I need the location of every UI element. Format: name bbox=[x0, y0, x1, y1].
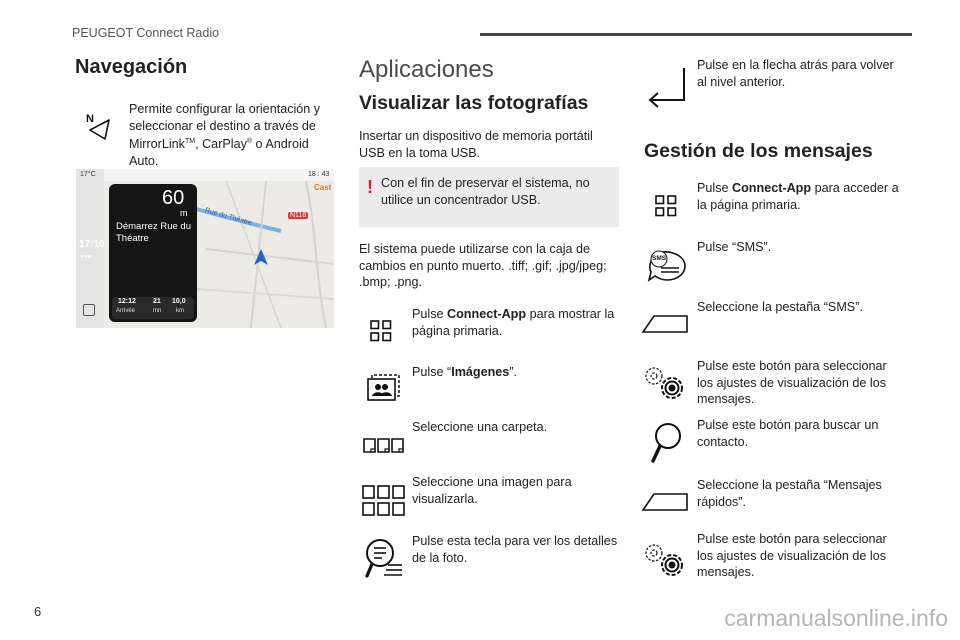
photos-step-images bbox=[412, 364, 622, 381]
step1-text-a: Pulse bbox=[412, 307, 448, 321]
page-number: 6 bbox=[34, 604, 42, 619]
messages-step-sms: Pulse “SMS”. bbox=[697, 240, 772, 254]
watermark: carmanualsonline.info bbox=[724, 605, 948, 631]
duration-value: 21 bbox=[153, 298, 161, 305]
messages-heading: Gestión de los mensajes bbox=[644, 140, 873, 162]
m1-text-bold: Connect-App bbox=[732, 181, 812, 195]
applications-heading: Aplicaciones bbox=[359, 56, 494, 83]
tab-icon bbox=[642, 314, 688, 334]
guidance-instruction: Démarrez Rue du Théatre bbox=[116, 221, 191, 244]
status-temperature: 17°C bbox=[80, 171, 96, 178]
nav-text-c: o Android Auto. bbox=[129, 137, 309, 168]
photos-step-image: Seleccione una imagen para visualizarla. bbox=[412, 475, 572, 506]
warning-icon: ! bbox=[367, 177, 373, 197]
photos-intro: Insertar un dispositivo de memoria portátil USB en la toma USB. bbox=[359, 129, 593, 160]
step1-text-bold: Connect-App bbox=[447, 307, 527, 321]
svg-text:N: N bbox=[86, 113, 94, 125]
tab-icon bbox=[642, 492, 688, 512]
arrival-label: Arrivée bbox=[116, 308, 136, 314]
image-thumbnails-icon bbox=[362, 485, 406, 517]
usb-hub-notice bbox=[359, 167, 619, 227]
messages-step-quick-messages: Seleccione la pestaña “Mensajes rápidos”. bbox=[697, 478, 882, 509]
back-arrow-icon bbox=[644, 66, 686, 102]
photos-formats: El sistema puede utilizarse con la caja de cambios en punto muerto. .tiff; .gif; .jpg/jpeg; .bmp; .png. bbox=[359, 242, 607, 289]
remaining-unit: km bbox=[176, 308, 184, 314]
status-time: 18 : 43 bbox=[308, 171, 330, 178]
notice-text: Con el fin de preservar el sistema, no utilice un concentrador USB. bbox=[381, 176, 590, 207]
messages-step-display-settings: Pulse este botón para seleccionar los ajustes de visualización de los mensajes. bbox=[697, 359, 887, 406]
navigation-screenshot bbox=[76, 169, 334, 328]
photo-details-search-icon bbox=[364, 538, 404, 580]
settings-gears-icon bbox=[644, 543, 688, 579]
navigation-heading: Navegación bbox=[75, 56, 188, 78]
connect-app-grid-icon bbox=[370, 320, 392, 342]
remaining-value: 10,0 bbox=[172, 298, 186, 305]
images-gallery-icon bbox=[366, 374, 400, 402]
settings-gears-icon bbox=[644, 366, 688, 402]
back-instruction: Pulse en la flecha atrás para volver al nivel anterior. bbox=[697, 58, 894, 89]
messages-step-display-settings-2: Pulse este botón para seleccionar los ajustes de visualización de los mensajes. bbox=[697, 532, 887, 579]
photos-step-connect-app bbox=[412, 306, 622, 339]
m1-text-c: para acceder a la página primaria. bbox=[697, 181, 899, 212]
header-rule bbox=[480, 33, 912, 36]
place-label: Cast bbox=[314, 183, 332, 192]
sms-badge-label: SMS bbox=[652, 255, 667, 262]
sidebar-clock: 17:10 bbox=[79, 239, 105, 250]
guidance-distance-unit: m bbox=[180, 208, 188, 218]
nav-text-a: Permite configurar la orientación y seleccionar el destino a través de MirrorLink bbox=[129, 102, 321, 152]
running-header: PEUGEOT Connect Radio bbox=[72, 26, 220, 40]
step1-text-c: para mostrar la página primaria. bbox=[412, 307, 615, 338]
nav-text-b: , CarPlay bbox=[195, 137, 247, 152]
road-badge: N118 bbox=[290, 212, 307, 219]
photos-heading: Visualizar las fotografías bbox=[359, 92, 589, 114]
photos-step-folder: Seleccione una carpeta. bbox=[412, 420, 548, 434]
search-magnifier-icon bbox=[650, 422, 682, 464]
registered-mark: ® bbox=[246, 138, 253, 145]
home-button[interactable] bbox=[83, 304, 95, 316]
photos-step-details: Pulse esta tecla para ver los detalles de la foto. bbox=[412, 534, 618, 565]
step2-text-a: Pulse “ bbox=[412, 365, 452, 379]
compass-north-icon bbox=[84, 112, 114, 142]
messages-step-connect-app bbox=[697, 180, 907, 213]
guidance-distance: 60 bbox=[162, 187, 185, 209]
folders-icon bbox=[363, 436, 405, 454]
street-label: Rue du Théatre bbox=[204, 207, 253, 228]
connect-app-grid-icon bbox=[655, 195, 677, 217]
messages-step-search-contact: Pulse este botón para buscar un contacto. bbox=[697, 418, 879, 449]
step2-text-bold: Imágenes bbox=[451, 365, 510, 379]
messages-step-sms-tab: Seleccione la pestaña “SMS”. bbox=[697, 300, 863, 314]
arrival-time: 12:12 bbox=[118, 298, 136, 305]
step2-text-c: ”. bbox=[509, 365, 518, 379]
trademark-mark: TM bbox=[184, 138, 196, 145]
sidebar-dots: ●●●○ bbox=[80, 254, 95, 260]
duration-unit: mn bbox=[153, 308, 162, 314]
m1-text-a: Pulse bbox=[697, 181, 733, 195]
navigation-description bbox=[129, 101, 329, 169]
